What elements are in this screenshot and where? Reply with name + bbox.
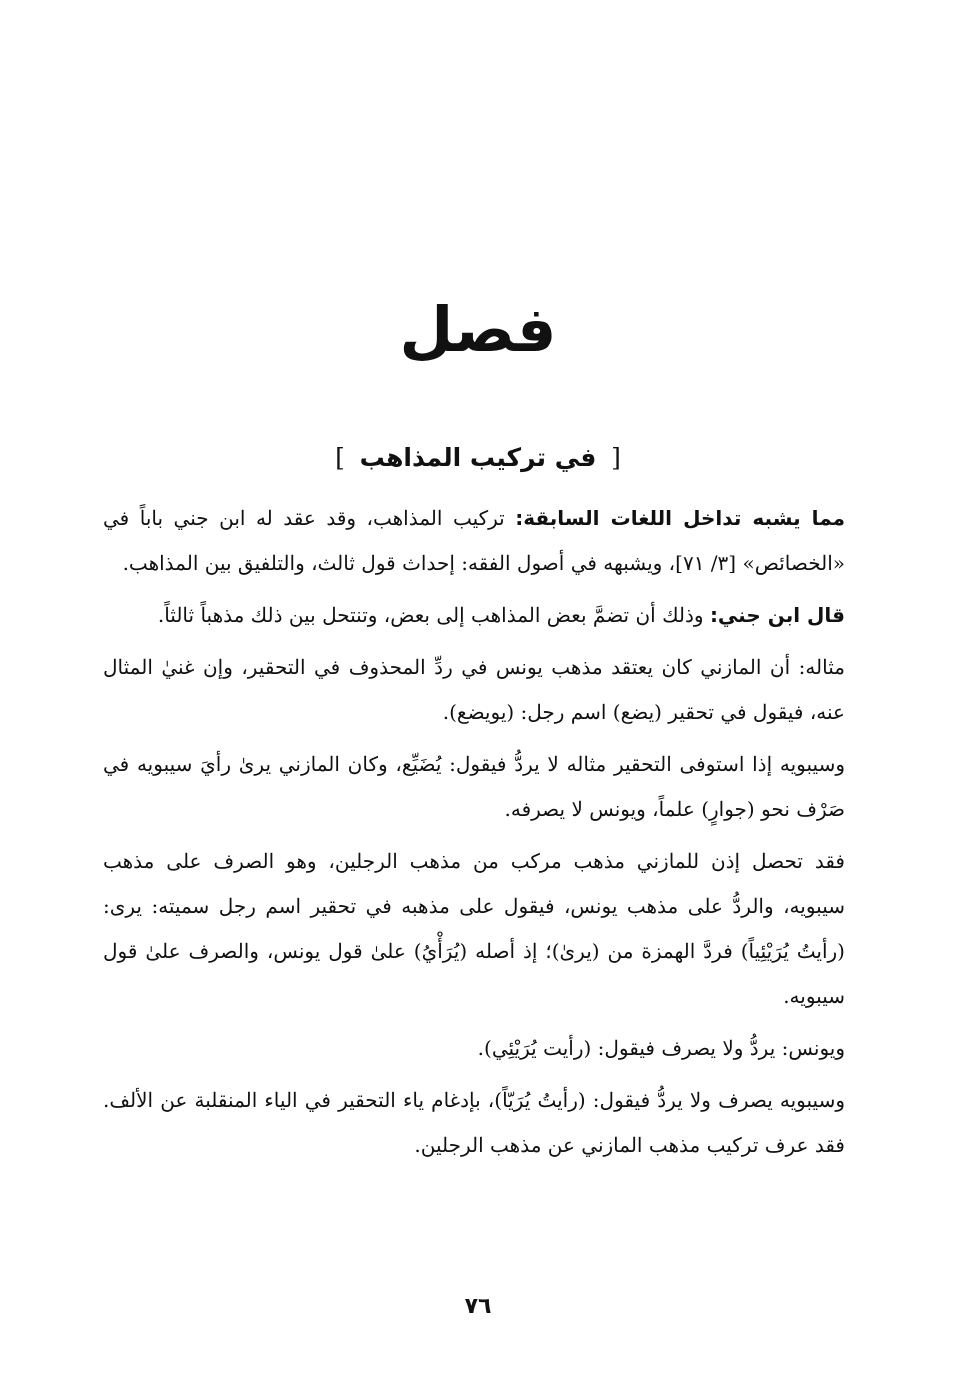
- paragraph: [103, 1026, 845, 1071]
- paragraph: [103, 496, 845, 586]
- body-text: [103, 496, 845, 1175]
- heading-open-bracket: [: [611, 443, 621, 472]
- paragraph-text: وسيبويه إذا استوفى التحقير مثاله لا يردُّ فيقول: يُضَيِّع، وكان المازني يرىٰ رأيَ سيبويه في صَرْف نحو (جوارٍ) علماً، ويونس لا يصرفه.: [103, 752, 845, 821]
- paragraph: [103, 593, 845, 638]
- paragraph: [103, 839, 845, 1019]
- paragraph-text: ويونس: يردُّ ولا يصرف فيقول: (رأيت يُرَيْئِي).: [477, 1036, 845, 1060]
- paragraph-text: مثاله: أن المازني كان يعتقد مذهب يونس في ردِّ المحذوف في التحقير، وإن غنيٰ المثال عنه، فيقول في تحقير (يضع) اسم رجل: (يويضع).: [103, 655, 845, 724]
- page-number: ٧٦: [464, 1294, 492, 1319]
- paragraph-lead: قال ابن جني:: [709, 603, 845, 627]
- paragraph-text: تركيب المذاهب، وقد عقد له ابن جني باباً في «الخصائص» [٣/ ٧١]، ويشبهه في أصول الفقه: إحداث قول ثالث، والتلفيق بين المذاهب.: [103, 506, 845, 575]
- paragraph-lead: مما يشبه تداخل اللغات السابقة:: [515, 506, 845, 530]
- heading-text: في تركيب المذاهب: [359, 443, 597, 472]
- section-heading: [0, 436, 956, 480]
- paragraph-text: وذلك أن تضمَّ بعض المذاهب إلى بعض، وتنتحل بين ذلك مذهباً ثالثاً.: [157, 603, 710, 627]
- paragraph-text: وسيبويه يصرف ولا يردُّ فيقول: (رأيتُ يُرَيّاً)، بإدغام ياء التحقير في الياء المنقلبة عن الألف. فقد عرف تركيب مذهب المازني عن مذهب الرجلين.: [103, 1088, 845, 1157]
- chapter-title: فصل: [399, 293, 557, 366]
- paragraph: [103, 742, 845, 832]
- paragraph: [103, 1078, 845, 1168]
- paragraph: [103, 645, 845, 735]
- paragraph-text: فقد تحصل إذن للمازني مذهب مركب من مذهب الرجلين، وهو الصرف على مذهب سيبويه، والردُّ على مذهب يونس، فيقول على مذهبه في تحقير اسم رجل سميته: يرى: (رأيتُ يُرَيْئِياً) فردَّ الهمزة من (يرىٰ)؛ إذ أصله (يُرَأْيُ) علىٰ قول يونس، والصرف علىٰ قول سيبويه.: [103, 849, 845, 1008]
- heading-close-bracket: ]: [335, 443, 345, 472]
